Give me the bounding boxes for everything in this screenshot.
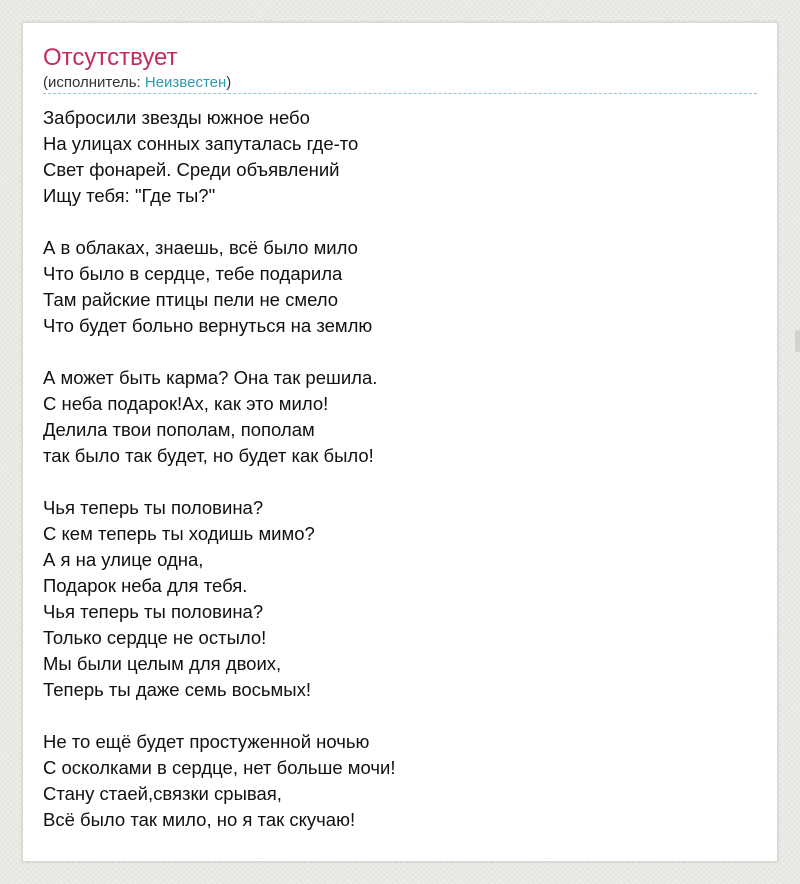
lyric-line: Там райские птицы пели не смело — [43, 289, 339, 310]
lyric-line: На улицах сонных запуталась где-то — [43, 133, 359, 154]
artist-suffix: ) — [226, 74, 232, 91]
lyrics-stanza — [43, 729, 743, 833]
lyric-line: С неба подарок!Ах, как это мило! — [43, 393, 329, 414]
lyric-line: А в облаках, знаешь, всё было мило — [43, 237, 358, 258]
lyrics-stanza — [43, 105, 743, 209]
lyric-line: Только сердце не остыло! — [43, 627, 267, 648]
lyrics-stanza — [43, 365, 743, 469]
lyric-line: Всё было так мило, но я так скучаю! — [43, 809, 356, 830]
lyrics-card — [22, 22, 778, 862]
lyric-line: С кем теперь ты ходишь мимо? — [43, 523, 315, 544]
song-title: Отсутствует — [43, 44, 178, 71]
scrollbar-handle[interactable] — [795, 330, 800, 352]
lyric-line: так было так будет, но будет как было! — [43, 445, 374, 466]
lyric-line: Теперь ты даже семь восьмых! — [43, 679, 311, 700]
lyric-line: Свет фонарей. Среди объявлений — [43, 159, 340, 180]
lyric-line: Подарок неба для тебя. — [43, 575, 248, 596]
lyric-line: Мы были целым для двоих, — [43, 653, 282, 674]
title-divider — [43, 93, 757, 94]
lyric-line: Забросили звезды южное небо — [43, 107, 310, 128]
lyric-line: А может быть карма? Она так решила. — [43, 367, 378, 388]
lyric-line: Что было в сердце, тебе подарила — [43, 263, 343, 284]
artist-prefix: (исполнитель: — [43, 74, 145, 91]
lyric-line: Чья теперь ты половина? — [43, 497, 264, 518]
lyric-line: Стану стаей,связки срывая, — [43, 783, 282, 804]
lyrics-body — [43, 105, 743, 859]
lyric-line: Делила твои пополам, пополам — [43, 419, 315, 440]
artist-line — [43, 73, 231, 93]
lyric-line: Чья теперь ты половина? — [43, 601, 264, 622]
lyric-line: Ищу тебя: "Где ты?" — [43, 185, 216, 206]
lyric-line: С осколками в сердце, нет больше мочи! — [43, 757, 396, 778]
lyric-line: Не то ещё будет простуженной ночью — [43, 731, 370, 752]
artist-link[interactable]: Неизвестен — [144, 74, 227, 91]
lyrics-stanza — [43, 495, 743, 703]
lyric-line: Что будет больно вернуться на землю — [43, 315, 373, 336]
lyrics-stanza — [43, 235, 743, 339]
lyric-line: А я на улице одна, — [43, 549, 204, 570]
